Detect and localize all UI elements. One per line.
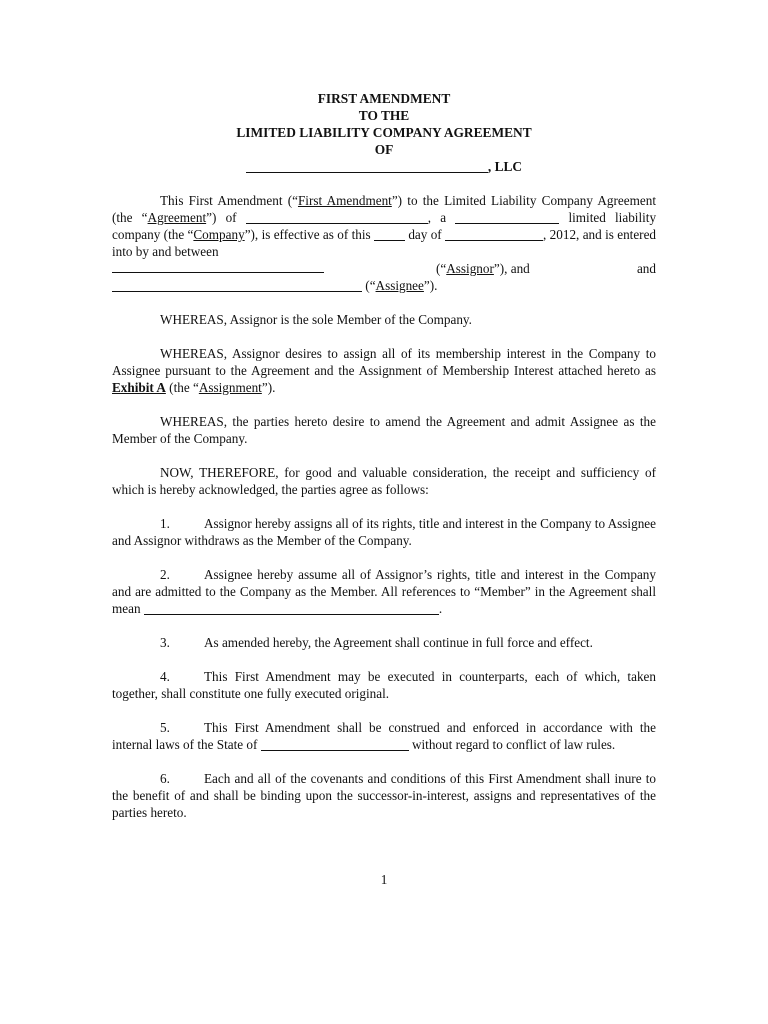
defined-term-company: Company — [193, 227, 245, 242]
defined-term-assignor: Assignor — [446, 261, 494, 276]
section-4: 4. This First Amendment may be executed in counterparts, each of which, taken together, shall constitute one fully executed original. — [112, 669, 656, 701]
now-therefore: NOW, THEREFORE, for good and valuable consideration, the receipt and sufficiency of which is hereby acknowledged, the parties agree as follows: — [112, 465, 656, 497]
section-number: 2. — [160, 567, 170, 582]
assignee-name-blank[interactable] — [112, 279, 362, 292]
assignee-line: (“Assignee”). — [112, 277, 656, 294]
month-blank[interactable] — [445, 228, 543, 241]
assignor-name-blank[interactable] — [112, 260, 324, 273]
member-name-blank[interactable] — [144, 602, 439, 615]
page-number: 1 — [380, 872, 388, 887]
section-1: 1. Assignor hereby assigns all of its rights, title and interest in the Company to Assignee and Assignor withdraws as the Member of the Company. — [112, 516, 656, 548]
company-name-blank[interactable] — [246, 211, 428, 224]
section-2: 2. Assignee hereby assume all of Assignor’s rights, title and interest in the Company and are admitted to the Company as the Member. All references to “Member” in the Agreement shall mean . — [112, 567, 656, 616]
intro-paragraph: This First Amendment (“First Amendment”) to the Limited Liability Company Agreement (the “Agreement”) of , a limited liability company (the “Company”), is effective as of this day of , 2012, and is entered into by and between — [112, 193, 657, 259]
llc-name-blank[interactable] — [246, 160, 488, 173]
exhibit-reference: Exhibit A — [112, 380, 166, 395]
section-3: 3. As amended hereby, the Agreement shall continue in full force and effect. — [160, 635, 593, 650]
title-line-2: TO THE — [358, 108, 410, 123]
title-line-4: OF — [374, 142, 394, 157]
section-number: 4. — [160, 669, 170, 684]
section-6: 6. Each and all of the covenants and conditions of this First Amendment shall inure to the benefit of and shall be binding upon the successor-in-interest, assigns and representatives of the parties hereto. — [112, 771, 656, 820]
title-line-5 — [112, 158, 656, 175]
section-5: 5. This First Amendment shall be construed and enforced in accordance with the internal laws of the State of without regard to conflict of law rules. — [112, 720, 656, 752]
section-number: 3. — [160, 635, 170, 650]
defined-term-assignment: Assignment — [198, 380, 262, 395]
whereas-2: WHEREAS, Assignor desires to assign all of its membership interest in the Company to Assignee pursuant to the Agreement and the Assignment of Membership Interest attached hereto as Exhibit A (the “Assignment”). — [112, 346, 656, 395]
defined-term-assignee: Assignee — [375, 278, 424, 293]
defined-term-agreement: Agreement — [147, 210, 207, 225]
state-blank[interactable] — [455, 211, 559, 224]
section-number: 6. — [160, 771, 170, 786]
whereas-1: WHEREAS, Assignor is the sole Member of the Company. — [160, 312, 472, 327]
defined-term-first-amendment: First Amendment — [297, 193, 392, 208]
governing-state-blank[interactable] — [261, 738, 409, 751]
title-line-3: LIMITED LIABILITY COMPANY AGREEMENT — [236, 125, 532, 140]
day-blank[interactable] — [374, 228, 405, 241]
llc-suffix: , LLC — [487, 159, 523, 174]
whereas-3: WHEREAS, the parties hereto desire to amend the Agreement and admit Assignee as the Member of the Company. — [112, 414, 656, 446]
document-page — [112, 90, 656, 821]
section-number: 5. — [160, 720, 170, 735]
section-number: 1. — [160, 516, 170, 531]
document-title — [112, 90, 656, 175]
title-line-1: FIRST AMENDMENT — [317, 91, 451, 106]
assignor-line: (“Assignor”), and and — [112, 260, 656, 277]
